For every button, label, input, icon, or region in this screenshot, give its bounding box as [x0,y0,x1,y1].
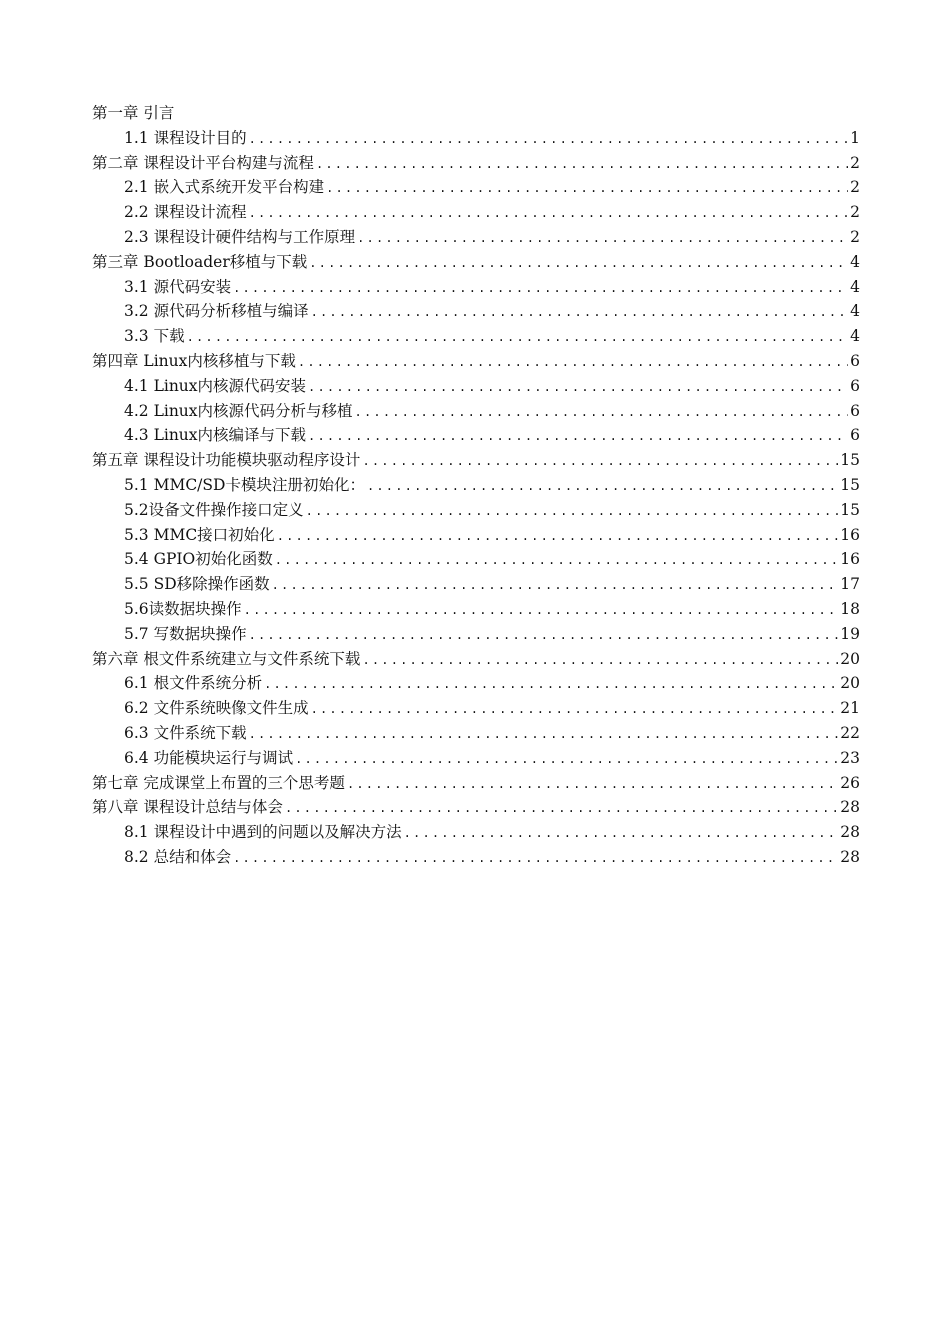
dot-leader [355,400,849,424]
dot-leader [308,375,848,399]
toc-entry-page: 2 [850,153,860,172]
toc-entry-title: 8.2 总结和体会 [124,847,232,866]
dot-leader [311,300,849,324]
toc-entry-title: 第二章 课程设计平台构建与流程 [92,153,314,172]
toc-entry-title: 5.7 写数据块操作 [124,624,247,643]
toc-entry-title: 第一章 引言 [92,104,175,122]
dot-leader [309,251,848,275]
toc-entry-title: 1.1 课程设计目的 [124,128,247,147]
toc-entry-title: 第八章 课程设计总结与体会 [92,798,283,817]
toc-entry-title: 第五章 课程设计功能模块驱动程序设计 [92,451,361,470]
toc-entry-5-3[interactable] [92,523,860,548]
toc-entry-page: 4 [850,252,860,271]
dot-leader [311,697,839,721]
toc-entry-chapter-1[interactable] [92,101,860,126]
toc-entry-title: 6.3 文件系统下载 [124,723,247,742]
toc-entry-chapter-8[interactable] [92,795,860,820]
toc-entry-title: 5.4 GPIO初始化函数 [124,550,273,569]
toc-entry-page: 28 [840,823,860,842]
toc-entry-title: 4.3 Linux内核编译与下载 [124,426,307,445]
toc-entry-title: 第七章 完成课堂上布置的三个思考题 [92,773,345,792]
toc-entry-6-4[interactable] [92,746,860,771]
dot-leader [272,573,839,597]
dot-leader [277,524,839,548]
toc-entry-page: 26 [840,773,860,792]
toc-entry-5-2[interactable] [92,498,860,523]
toc-entry-title: 5.3 MMC接口初始化 [124,525,275,544]
toc-entry-page: 20 [840,649,860,668]
toc-entry-page: 2 [850,227,860,246]
toc-entry-title: 3.1 源代码安装 [124,277,232,296]
toc-entry-chapter-3[interactable] [92,250,860,275]
toc-entry-title: 3.2 源代码分析移植与编译 [124,302,309,321]
toc-entry-title: 8.1 课程设计中遇到的问题以及解决方法 [124,823,402,842]
toc-entry-page: 18 [840,599,860,618]
dot-leader [362,648,838,672]
toc-entry-title: 6.2 文件系统映像文件生成 [124,699,309,718]
toc-entry-title: 第六章 根文件系统建立与文件系统下载 [92,649,361,668]
table-of-contents [92,101,860,870]
toc-entry-page: 6 [850,426,860,445]
toc-entry-page: 21 [840,699,860,718]
toc-entry-title: 2.3 课程设计硬件结构与工作原理 [124,227,356,246]
toc-entry-page: 1 [850,128,860,147]
dot-leader [362,449,838,473]
toc-entry-chapter-2[interactable] [92,151,860,176]
dot-leader [298,350,848,374]
dot-leader [233,846,838,870]
toc-entry-2-2[interactable] [92,200,860,225]
toc-entry-page: 19 [840,624,860,643]
toc-entry-page: 28 [840,847,860,866]
toc-entry-title: 5.5 SD移除操作函数 [124,575,270,594]
toc-entry-title: 6.4 功能模块运行与调试 [124,748,294,767]
toc-entry-page: 15 [840,475,860,494]
toc-entry-title: 5.6读数据块操作 [124,599,242,618]
toc-entry-chapter-7[interactable] [92,771,860,796]
toc-entry-3-1[interactable] [92,275,860,300]
toc-entry-title: 2.1 嵌入式系统开发平台构建 [124,178,325,197]
toc-entry-page: 4 [850,277,860,296]
toc-entry-page: 15 [840,500,860,519]
toc-entry-page: 15 [840,451,860,470]
dot-leader [249,623,839,647]
toc-entry-page: 6 [850,401,860,420]
toc-entry-page: 6 [850,376,860,395]
toc-entry-title: 6.1 根文件系统分析 [124,674,263,693]
toc-entry-6-1[interactable] [92,671,860,696]
dot-leader [404,821,839,845]
toc-entry-title: 5.2设备文件操作接口定义 [124,500,304,519]
toc-entry-page: 16 [840,525,860,544]
toc-entry-title: 5.1 MMC/SD卡模块注册初始化： [124,475,365,494]
toc-entry-page: 4 [850,327,860,346]
dot-leader [357,226,848,250]
dot-leader [244,598,839,622]
toc-entry-5-5[interactable] [92,572,860,597]
toc-entry-title: 第三章 Bootloader移植与下载 [92,252,308,271]
dot-leader [308,424,848,448]
toc-entry-5-6[interactable] [92,597,860,622]
dot-leader [275,548,839,572]
toc-entry-3-3[interactable] [92,324,860,349]
toc-entry-6-3[interactable] [92,721,860,746]
toc-entry-5-7[interactable] [92,622,860,647]
dot-leader [233,276,848,300]
toc-entry-page: 17 [840,575,860,594]
toc-entry-page: 20 [840,674,860,693]
toc-entry-page: 6 [850,351,860,370]
dot-leader [326,176,848,200]
toc-entry-title: 4.2 Linux内核源代码分析与移植 [124,401,353,420]
toc-entry-title: 4.1 Linux内核源代码安装 [124,376,307,395]
dot-leader [295,747,838,771]
toc-entry-page: 2 [850,203,860,222]
toc-entry-2-1[interactable] [92,175,860,200]
toc-entry-5-4[interactable] [92,547,860,572]
toc-entry-chapter-4[interactable] [92,349,860,374]
dot-leader [306,499,839,523]
dot-leader [347,772,838,796]
toc-entry-page: 2 [850,178,860,197]
dot-leader [249,127,849,151]
dot-leader [249,201,849,225]
dot-leader [285,796,838,820]
dot-leader [249,722,839,746]
toc-entry-1-1[interactable] [92,126,860,151]
toc-entry-chapter-5[interactable] [92,448,860,473]
toc-entry-3-2[interactable] [92,299,860,324]
toc-entry-4-1[interactable] [92,374,860,399]
dot-leader [367,474,838,498]
toc-entry-page: 16 [840,550,860,569]
toc-entry-title: 3.3 下载 [124,327,185,346]
dot-leader [187,325,849,349]
toc-entry-page: 23 [840,748,860,767]
toc-entry-8-1[interactable] [92,820,860,845]
toc-entry-5-1[interactable] [92,473,860,498]
toc-entry-page: 22 [840,723,860,742]
toc-entry-2-3[interactable] [92,225,860,250]
toc-entry-4-3[interactable] [92,423,860,448]
toc-entry-title: 2.2 课程设计流程 [124,203,247,222]
toc-entry-6-2[interactable] [92,696,860,721]
toc-entry-title: 第四章 Linux内核移植与下载 [92,351,296,370]
toc-entry-page: 28 [840,798,860,817]
toc-entry-chapter-6[interactable] [92,647,860,672]
toc-entry-8-2[interactable] [92,845,860,870]
toc-entry-4-2[interactable] [92,399,860,424]
dot-leader [264,672,838,696]
toc-entry-page: 4 [850,302,860,321]
dot-leader [316,152,848,176]
